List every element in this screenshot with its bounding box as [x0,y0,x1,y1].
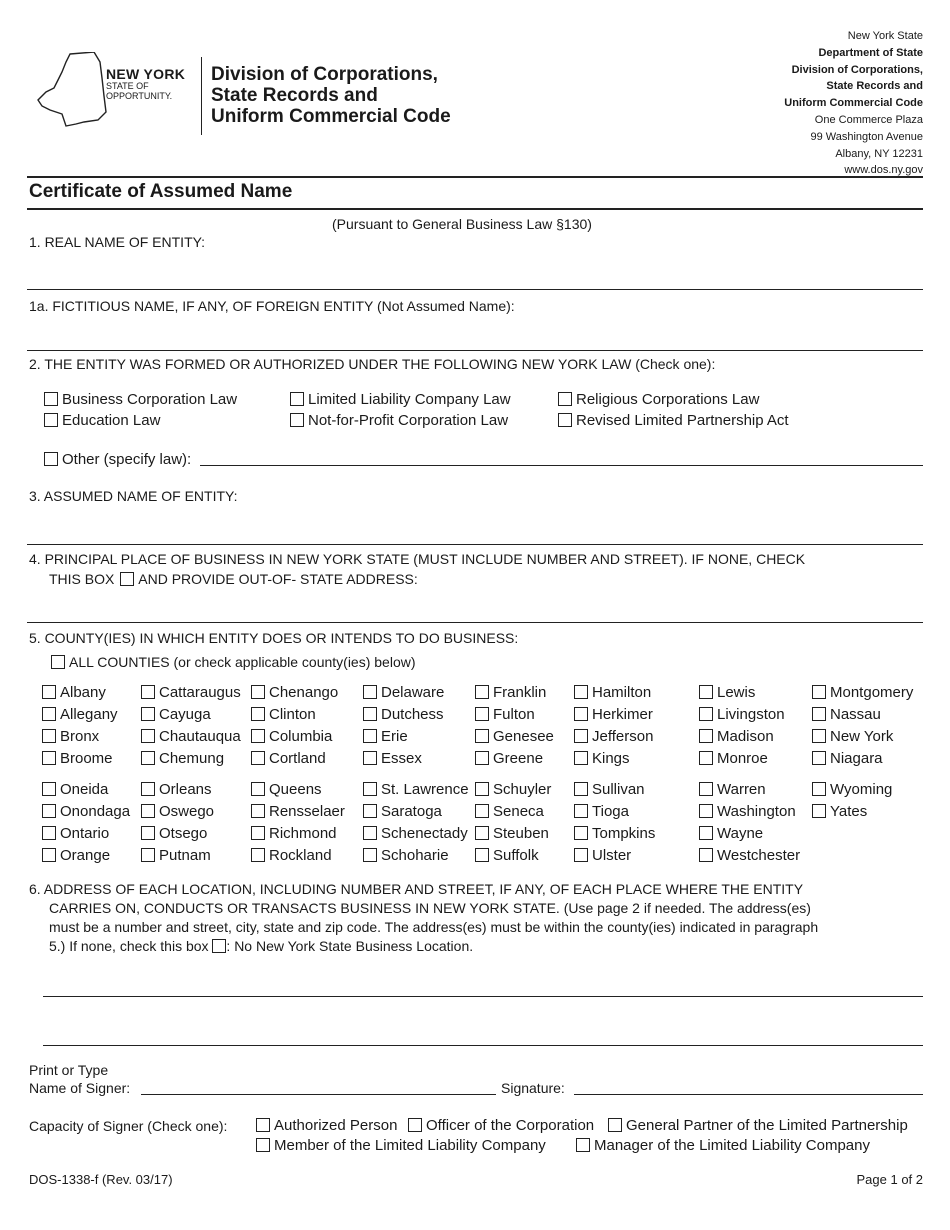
form-title: Certificate of Assumed Name [29,181,293,202]
checkbox-icon[interactable] [574,804,588,818]
checkbox-icon[interactable] [363,707,377,721]
checkbox-icon[interactable] [574,782,588,796]
county-option[interactable]: Herkimer [574,706,653,723]
header-rule [27,176,923,178]
no-ny-location-checkbox[interactable] [212,939,226,953]
checkbox-icon[interactable] [363,826,377,840]
checkbox-icon[interactable] [699,729,713,743]
no-ny-business-checkbox[interactable] [120,572,134,586]
checkbox-icon[interactable] [812,751,826,765]
checkbox-icon[interactable] [141,685,155,699]
assumed-name-field[interactable] [27,544,923,545]
capacity-authorized-person[interactable]: Authorized Person [256,1117,397,1134]
county-option[interactable]: Oneida [42,781,108,798]
checkbox-icon[interactable] [558,413,572,427]
checkbox-icon[interactable] [574,826,588,840]
county-option[interactable]: Clinton [251,706,316,723]
signer-name-label: Name of Signer: [29,1080,131,1096]
logo-state-of: STATE OF [106,81,149,91]
law-option-llc[interactable]: Limited Liability Company Law [290,391,511,408]
county-option[interactable]: Putnam [141,847,211,864]
county-option[interactable]: Queens [251,781,322,798]
q2-label: 2. THE ENTITY WAS FORMED OR AUTHORIZED UNDER THE FOLLOWING NEW YORK LAW (Check one): [29,356,716,372]
checkbox-icon[interactable] [574,729,588,743]
checkbox-icon[interactable] [42,751,56,765]
county-option[interactable]: Otsego [141,825,207,842]
checkbox-icon[interactable] [251,729,265,743]
checkbox-icon[interactable] [475,707,489,721]
county-option[interactable]: Albany [42,684,106,701]
county-option[interactable]: Suffolk [475,847,539,864]
logo-opportunity: OPPORTUNITY. [106,91,173,101]
county-option[interactable]: Schenectady [363,825,468,842]
law-option-other[interactable]: Other (specify law): [44,451,191,468]
checkbox-icon[interactable] [42,729,56,743]
checkbox-icon[interactable] [42,685,56,699]
signature-label: Signature: [501,1080,565,1096]
checkbox-icon[interactable] [42,782,56,796]
county-option[interactable]: Fulton [475,706,535,723]
checkbox-icon[interactable] [141,707,155,721]
checkbox-icon[interactable] [141,848,155,862]
county-option[interactable]: Tompkins [574,825,655,842]
checkbox-icon[interactable] [141,804,155,818]
checkbox-icon[interactable] [251,804,265,818]
q3-label: 3. ASSUMED NAME OF ENTITY: [29,488,238,504]
county-option[interactable]: Erie [363,728,408,745]
checkbox-icon[interactable] [251,848,265,862]
county-option[interactable]: Chautauqua [141,728,241,745]
website-link[interactable]: www.dos.ny.gov [844,164,923,177]
checkbox-icon[interactable] [256,1118,270,1132]
county-option[interactable]: Richmond [251,825,337,842]
checkbox-icon[interactable] [44,452,58,466]
ny-state-outline-icon [36,52,108,128]
checkbox-icon[interactable] [141,826,155,840]
all-counties-option[interactable]: ALL COUNTIES (or check applicable county(ies) below) [51,654,416,670]
checkbox-icon[interactable] [699,685,713,699]
checkbox-icon[interactable] [363,729,377,743]
county-option[interactable]: Westchester [699,847,800,864]
county-option[interactable]: Chemung [141,750,224,767]
county-option[interactable]: Monroe [699,750,768,767]
county-option[interactable]: Rockland [251,847,332,864]
checkbox-icon[interactable] [608,1118,622,1132]
checkbox-icon[interactable] [475,751,489,765]
county-option[interactable]: Washington [699,803,796,820]
form-subtitle: (Pursuant to General Business Law §130) [332,216,592,232]
county-option[interactable]: Genesee [475,728,554,745]
county-option[interactable]: Tioga [574,803,629,820]
county-option[interactable]: Onondaga [42,803,130,820]
county-option[interactable]: Bronx [42,728,99,745]
other-law-field[interactable] [200,465,923,466]
county-option[interactable]: Nassau [812,706,881,723]
county-option[interactable]: Rensselaer [251,803,345,820]
checkbox-icon[interactable] [574,707,588,721]
checkbox-icon[interactable] [699,751,713,765]
checkbox-icon[interactable] [812,782,826,796]
county-option[interactable]: Livingston [699,706,785,723]
checkbox-icon[interactable] [42,804,56,818]
checkbox-icon[interactable] [699,848,713,862]
q5-label: 5. COUNTY(IES) IN WHICH ENTITY DOES OR INTENDS TO DO BUSINESS: [29,630,519,646]
checkbox-icon[interactable] [141,751,155,765]
capacity-label: Capacity of Signer (Check one): [29,1118,228,1134]
county-option[interactable]: Allegany [42,706,118,723]
q1a-label: 1a. FICTITIOUS NAME, IF ANY, OF FOREIGN ENTITY (Not Assumed Name): [29,298,515,314]
signer-name-field[interactable] [141,1094,496,1095]
checkbox-icon[interactable] [363,804,377,818]
county-option[interactable]: Wyoming [812,781,892,798]
county-option[interactable]: Orange [42,847,110,864]
checkbox-icon[interactable] [812,685,826,699]
signature-field[interactable] [574,1094,923,1095]
logo-divider [201,57,202,135]
county-option[interactable]: Hamilton [574,684,651,701]
checkbox-icon[interactable] [42,826,56,840]
checkbox-icon[interactable] [812,707,826,721]
checkbox-icon[interactable] [251,707,265,721]
county-option[interactable]: Essex [363,750,422,767]
county-option[interactable]: Lewis [699,684,755,701]
fictitious-name-field[interactable] [27,350,923,351]
division-title: Division of Corporations, State Records and Uniform Commercial Code [211,64,451,127]
location-address-field-2[interactable] [43,1045,923,1046]
location-address-field-1[interactable] [43,996,923,997]
principal-place-field[interactable] [27,622,923,623]
county-option[interactable]: Oswego [141,803,214,820]
checkbox-icon[interactable] [699,826,713,840]
county-option[interactable]: Schoharie [363,847,449,864]
checkbox-icon[interactable] [251,826,265,840]
county-option[interactable]: Yates [812,803,867,820]
checkbox-icon[interactable] [363,782,377,796]
county-option[interactable]: Broome [42,750,113,767]
county-option[interactable]: Niagara [812,750,883,767]
q1-label: 1. REAL NAME OF ENTITY: [29,234,206,250]
checkbox-icon[interactable] [363,848,377,862]
capacity-officer[interactable]: Officer of the Corporation [408,1117,594,1134]
county-option[interactable]: Cortland [251,750,326,767]
dos-address-block: New York State Department of State Division of Corporations, State Records and Uniform Commercial Code One Commerce Plaza 99 Washington Avenue Albany, NY 12231 www.dos.ny.gov [663,28,923,179]
checkbox-icon[interactable] [256,1138,270,1152]
checkbox-icon[interactable] [141,729,155,743]
county-option[interactable]: New York [812,728,893,745]
checkbox-icon[interactable] [251,685,265,699]
checkbox-icon[interactable] [475,685,489,699]
county-option[interactable]: Chenango [251,684,338,701]
law-option-education[interactable]: Education Law [44,412,160,429]
checkbox-icon[interactable] [812,804,826,818]
capacity-general-partner[interactable]: General Partner of the Limited Partnership [608,1117,908,1134]
county-option[interactable]: Cayuga [141,706,211,723]
county-option[interactable]: Delaware [363,684,444,701]
page-number: Page 1 of 2 [856,1172,923,1187]
checkbox-icon[interactable] [251,782,265,796]
county-option[interactable]: Greene [475,750,543,767]
checkbox-icon[interactable] [42,707,56,721]
q4-label: 4. PRINCIPAL PLACE OF BUSINESS IN NEW YORK STATE (MUST INCLUDE NUMBER AND STREET). IF NONE, CHECK [29,551,806,567]
checkbox-icon[interactable] [574,751,588,765]
checkbox-icon[interactable] [408,1118,422,1132]
county-option[interactable]: Ulster [574,847,631,864]
checkbox-icon[interactable] [475,848,489,862]
county-option[interactable]: Sullivan [574,781,645,798]
checkbox-icon[interactable] [699,804,713,818]
checkbox-icon[interactable] [51,655,65,669]
county-option[interactable]: Orleans [141,781,212,798]
capacity-llc-member[interactable]: Member of the Limited Liability Company [256,1137,546,1154]
county-option[interactable]: Saratoga [363,803,442,820]
county-option[interactable]: Ontario [42,825,109,842]
county-option[interactable]: Wayne [699,825,763,842]
checkbox-icon[interactable] [574,685,588,699]
law-option-religious[interactable]: Religious Corporations Law [558,391,759,408]
checkbox-icon[interactable] [290,413,304,427]
county-option[interactable]: Cattaraugus [141,684,241,701]
logo-new-york: NEW YORK [106,66,186,82]
checkbox-icon[interactable] [699,782,713,796]
county-option[interactable]: Dutchess [363,706,444,723]
county-option[interactable]: Kings [574,750,630,767]
law-option-not-for-profit[interactable]: Not-for-Profit Corporation Law [290,412,508,429]
county-option[interactable]: Schuyler [475,781,551,798]
checkbox-icon[interactable] [558,392,572,406]
county-option[interactable]: Warren [699,781,766,798]
checkbox-icon[interactable] [44,392,58,406]
checkbox-icon[interactable] [141,782,155,796]
checkbox-icon[interactable] [363,751,377,765]
q4-label-line2: THIS BOX AND PROVIDE OUT-OF- STATE ADDRESS: [49,571,418,587]
county-option[interactable]: Steuben [475,825,549,842]
county-option[interactable]: Columbia [251,728,332,745]
county-option[interactable]: Seneca [475,803,544,820]
county-option[interactable]: Montgomery [812,684,913,701]
title-rule [27,208,923,210]
checkbox-icon[interactable] [576,1138,590,1152]
signer-print-label: Print or Type [29,1062,109,1078]
county-option[interactable]: St. Lawrence [363,781,469,798]
law-option-rlpa[interactable]: Revised Limited Partnership Act [558,412,789,429]
checkbox-icon[interactable] [363,685,377,699]
checkbox-icon[interactable] [42,848,56,862]
county-option[interactable]: Madison [699,728,774,745]
county-option[interactable]: Jefferson [574,728,653,745]
checkbox-icon[interactable] [812,729,826,743]
checkbox-icon[interactable] [475,782,489,796]
checkbox-icon[interactable] [251,751,265,765]
q6-label: 6. ADDRESS OF EACH LOCATION, INCLUDING NUMBER AND STREET, IF ANY, OF EACH PLACE WHERE THE ENTITY CARRIES ON, CONDUCTS OR TRANSACTS BUSINESS IN NEW YORK STATE. (Use page 2 if needed. The address(es) must be a number and street, city, state and zip code. The address(es) must be within the county(ies) indicated in paragraph 5.) If none, check this box : No New York State Business Location. [29,881,819,954]
checkbox-icon[interactable] [574,848,588,862]
checkbox-icon[interactable] [475,729,489,743]
real-name-field[interactable] [27,289,923,290]
checkbox-icon[interactable] [44,413,58,427]
form-id: DOS-1338-f (Rev. 03/17) [29,1172,173,1187]
law-option-business-corp[interactable]: Business Corporation Law [44,391,237,408]
checkbox-icon[interactable] [475,804,489,818]
capacity-llc-manager[interactable]: Manager of the Limited Liability Company [576,1137,870,1154]
checkbox-icon[interactable] [699,707,713,721]
county-option[interactable]: Franklin [475,684,546,701]
checkbox-icon[interactable] [475,826,489,840]
checkbox-icon[interactable] [290,392,304,406]
